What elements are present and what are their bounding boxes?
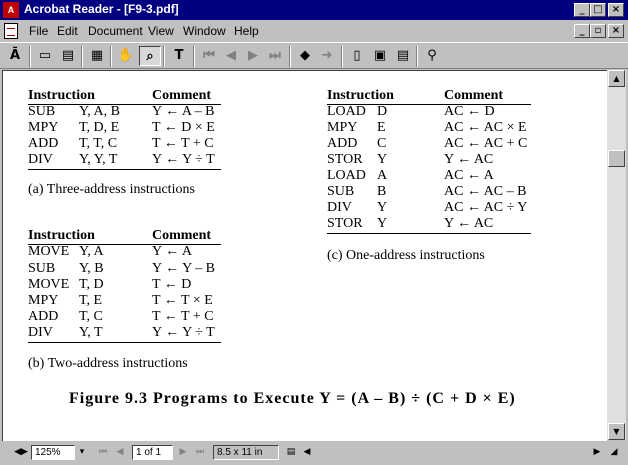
table-c-op: MPY <box>327 120 358 135</box>
window-title: Acrobat Reader - [F9-3.pdf] <box>24 2 179 16</box>
open-icon[interactable]: ▭ <box>38 48 52 63</box>
table-a-comment: Y ← Y ÷ T <box>152 152 215 167</box>
table-c-operand: E <box>377 120 386 135</box>
find-icon[interactable]: ⚲ <box>427 48 437 63</box>
table-b-op: MOVE <box>28 244 70 259</box>
table-b-comment: Y ← Y ÷ T <box>152 325 215 340</box>
table-b-op: ADD <box>28 309 59 324</box>
table-c-operand: A <box>377 168 388 183</box>
fit-width-icon[interactable]: ▤ <box>396 48 410 63</box>
table-b-comment: Y ← Y – B <box>152 261 215 276</box>
table-a-operands: T, D, E <box>79 120 120 135</box>
status-first-page-icon[interactable]: ⏮ <box>98 447 108 457</box>
hand-icon[interactable]: ✋ <box>117 48 135 63</box>
doc-restore-button[interactable]: ▫ <box>590 24 606 38</box>
table-c-comment: AC ← A <box>444 168 494 183</box>
table-a-bottom-rule <box>28 169 221 170</box>
table-c-op: LOAD <box>327 168 366 183</box>
toolbar-separator <box>163 46 165 67</box>
toolbar-separator <box>110 46 112 67</box>
table-c-comment: AC ← AC × E <box>444 120 527 135</box>
table-c-op: STOR <box>327 216 363 231</box>
table-c-comment: AC ← AC – B <box>444 184 527 199</box>
go-forward-icon[interactable]: ➜ <box>321 48 333 63</box>
menu-window[interactable]: Window <box>183 24 226 38</box>
prev-page-icon[interactable]: ◀ <box>226 48 236 63</box>
menu-bar <box>0 20 628 42</box>
table-b-operands: Y, B <box>79 261 104 276</box>
table-b-operands: T, C <box>79 309 103 324</box>
table-c-op: LOAD <box>327 104 366 119</box>
document-icon[interactable] <box>4 23 18 39</box>
zoom-dropdown-icon[interactable]: ▾ <box>79 447 85 457</box>
table-c-comment: AC ← AC + C <box>444 136 528 151</box>
resize-grip-icon[interactable]: ◢ <box>610 447 618 457</box>
toolbar-separator <box>81 46 83 67</box>
vertical-scrollbar[interactable] <box>607 70 626 440</box>
status-scroll-right-icon[interactable]: ▶ <box>593 447 601 457</box>
scroll-thumb[interactable] <box>608 150 625 167</box>
toolbar-separator <box>341 46 343 67</box>
table-b-operands: Y, T <box>79 325 103 340</box>
page-field[interactable]: 1 of 1 <box>132 445 173 460</box>
table-c-caption: (c) One-address instructions <box>327 248 485 263</box>
scroll-down-button[interactable]: ▼ <box>608 423 625 440</box>
table-c-comment: Y ← AC <box>444 152 494 167</box>
fit-page-icon[interactable]: ▣ <box>373 48 387 63</box>
table-b-op: MOVE <box>28 277 70 292</box>
figure-title: Figure 9.3 Programs to Execute Y = (A – B) ÷ (C + D × E) <box>69 390 516 407</box>
status-bar <box>0 442 628 465</box>
close-button[interactable]: × <box>608 3 624 17</box>
table-c-op: STOR <box>327 152 363 167</box>
table-b-operands: Y, A <box>79 244 104 259</box>
zoom-field[interactable]: 125% <box>31 445 75 460</box>
table-b-op: MPY <box>28 293 59 308</box>
table-b-bottom-rule <box>28 342 221 343</box>
table-c-header-comment: Comment <box>444 88 504 103</box>
minimize-button[interactable]: _ <box>574 3 590 17</box>
table-c-header-instruction: Instruction <box>327 88 394 103</box>
doc-minimize-button[interactable]: _ <box>574 24 590 38</box>
status-next-page-icon[interactable]: ▶ <box>179 447 187 457</box>
table-a-header-comment: Comment <box>152 88 212 103</box>
document-view[interactable] <box>2 70 607 441</box>
toolbar-separator <box>289 46 291 67</box>
toolbar-separator <box>416 46 418 67</box>
table-b-operands: T, E <box>79 293 103 308</box>
table-a-op: SUB <box>28 104 56 119</box>
menu-file[interactable]: File <box>29 24 49 38</box>
table-c-operand: Y <box>377 216 388 231</box>
print-icon[interactable]: ▤ <box>61 48 75 63</box>
page-layout-icon[interactable]: ▤ <box>286 447 296 457</box>
toolbar-separator <box>29 46 31 67</box>
table-b-comment: T ← T + C <box>152 309 214 324</box>
table-a-op: MPY <box>28 120 59 135</box>
table-c-operand: C <box>377 136 387 151</box>
table-a-comment: Y ← A – B <box>152 104 215 119</box>
menu-help[interactable]: Help <box>234 24 259 38</box>
table-c-bottom-rule <box>327 233 531 234</box>
table-c-op: DIV <box>327 200 352 215</box>
table-b-comment: Y ← A <box>152 244 192 259</box>
status-scroll-left-icon[interactable]: ◀ <box>303 447 311 457</box>
next-page-icon[interactable]: ▶ <box>248 48 258 63</box>
select-text-icon[interactable]: Ā <box>9 48 21 63</box>
menu-view[interactable]: View <box>148 24 174 38</box>
toolbar-separator <box>193 46 195 67</box>
table-c-operand: B <box>377 184 387 199</box>
scroll-up-button[interactable]: ▲ <box>608 70 625 87</box>
last-page-icon[interactable]: ⏭ <box>269 48 281 63</box>
table-c-operand: Y <box>377 152 388 167</box>
menu-edit[interactable]: Edit <box>57 24 78 38</box>
first-page-icon[interactable]: ⏮ <box>203 48 215 63</box>
scroll-left-icon[interactable]: ◀▶ <box>14 447 28 457</box>
table-c-operand: D <box>377 104 388 119</box>
table-b-header-comment: Comment <box>152 228 212 243</box>
acrobat-icon: A <box>3 2 19 18</box>
table-a-caption: (a) Three-address instructions <box>28 182 195 197</box>
table-c-operand: Y <box>377 200 388 215</box>
table-a-header-instruction: Instruction <box>28 88 95 103</box>
table-b-operands: T, D <box>79 277 104 292</box>
table-b-op: DIV <box>28 325 53 340</box>
page-size-field: 8.5 x 11 in <box>213 445 279 460</box>
table-c-op: ADD <box>327 136 358 151</box>
table-a-operands: Y, A, B <box>79 104 120 119</box>
doc-close-button[interactable]: × <box>608 24 624 38</box>
go-back-icon[interactable]: ◆ <box>300 48 310 63</box>
actual-size-icon[interactable]: ▯ <box>353 48 361 63</box>
table-a-op: ADD <box>28 136 59 151</box>
thumbnails-icon[interactable]: ▦ <box>90 48 104 63</box>
table-c-comment: Y ← AC <box>444 216 494 231</box>
status-prev-page-icon[interactable]: ◀ <box>116 447 124 457</box>
table-c-comment: AC ← AC ÷ Y <box>444 200 528 215</box>
table-c-comment: AC ← D <box>444 104 495 119</box>
table-b-caption: (b) Two-address instructions <box>28 356 188 371</box>
table-b-header-instruction: Instruction <box>28 228 95 243</box>
title-bar <box>0 0 628 20</box>
table-b-comment: T ← T × E <box>152 293 213 308</box>
zoom-icon[interactable]: ⌕ <box>139 46 161 66</box>
toolbar <box>0 42 628 69</box>
table-b-op: SUB <box>28 261 56 276</box>
maximize-button[interactable]: □ <box>590 3 606 17</box>
menu-document[interactable]: Document <box>88 24 143 38</box>
table-a-operands: Y, Y, T <box>79 152 118 167</box>
table-a-operands: T, T, C <box>79 136 118 151</box>
text-select-icon[interactable]: T <box>174 48 184 63</box>
table-a-comment: T ← D × E <box>152 120 215 135</box>
table-a-comment: T ← T + C <box>152 136 214 151</box>
status-last-page-icon[interactable]: ⏭ <box>195 447 205 457</box>
table-c-op: SUB <box>327 184 355 199</box>
table-a-op: DIV <box>28 152 53 167</box>
table-b-comment: T ← D <box>152 277 192 292</box>
